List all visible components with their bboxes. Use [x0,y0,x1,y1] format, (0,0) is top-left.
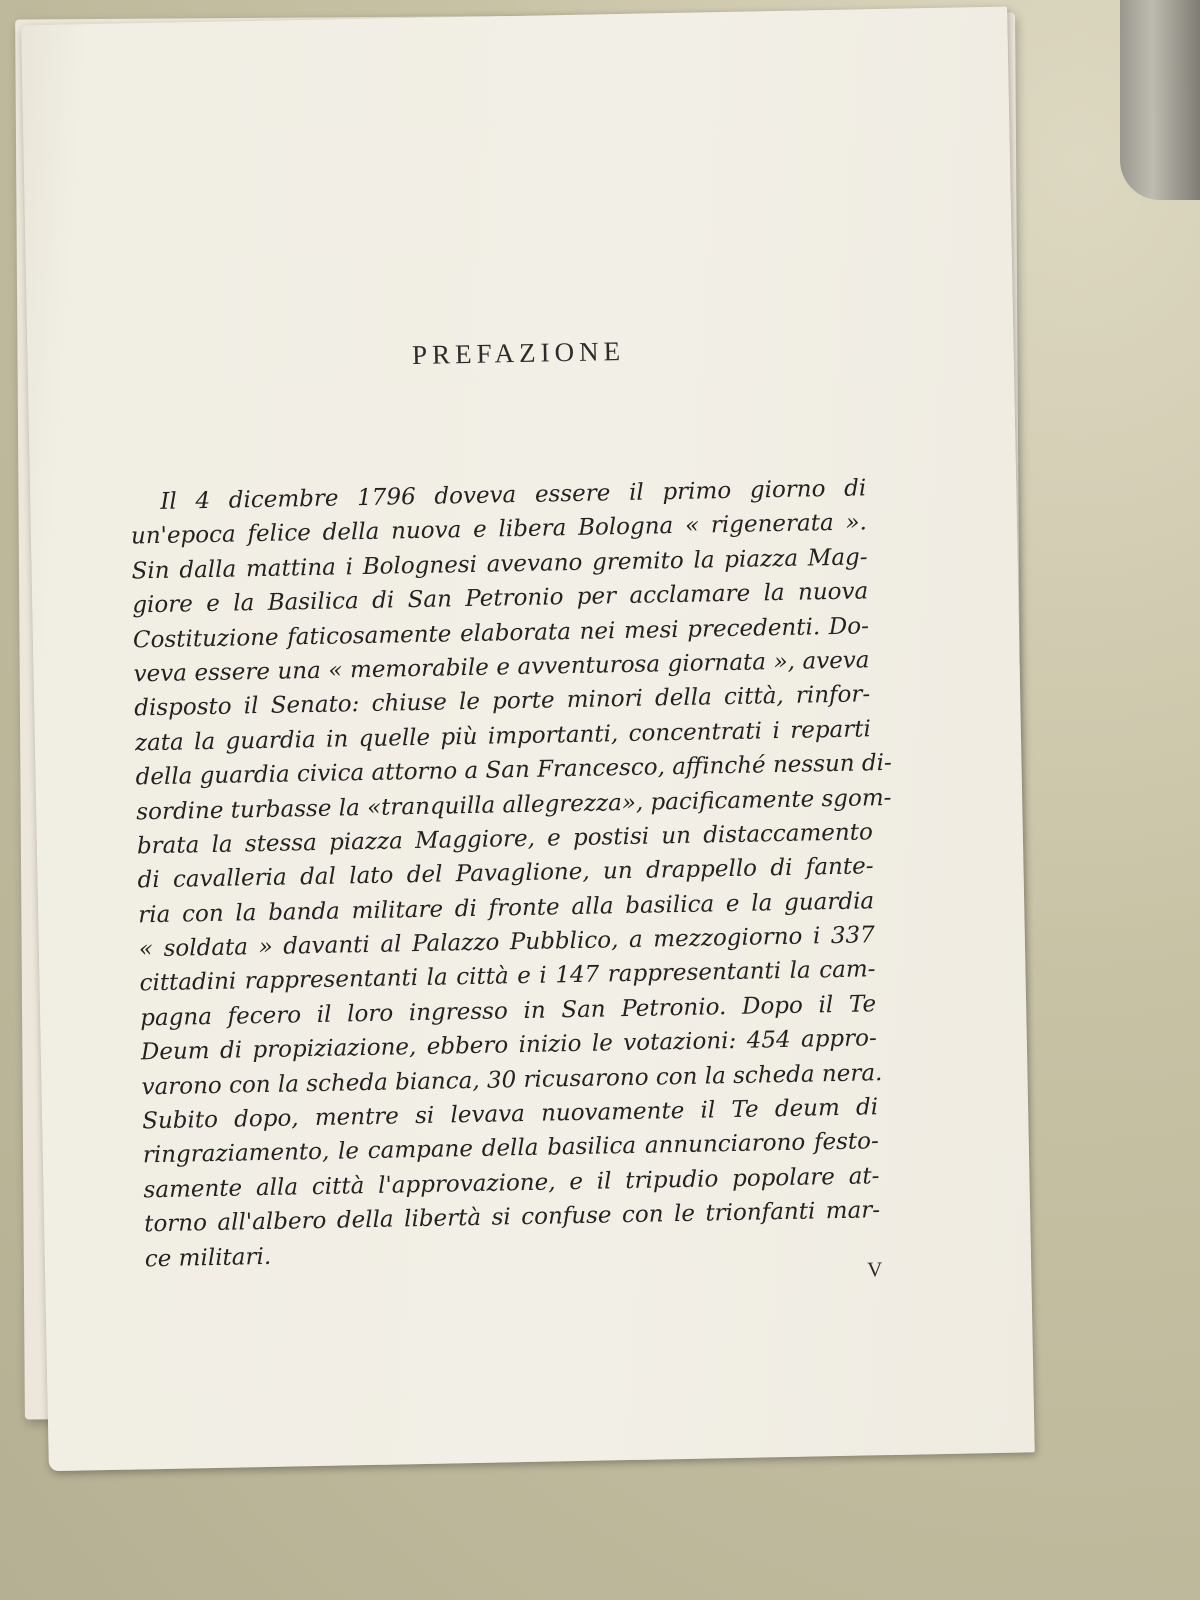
book-page-stack [15,13,1025,1420]
text-line: cittadini rappresentanti la città e i 147 rappresentanti la cam- [139,956,876,997]
text-line: veva essere una « memorabile e avventurosa giornata », aveva [133,647,870,688]
text-line: Costituzione faticosamente elaborata nei mesi precedenti. Do- [132,612,870,653]
text-line: un'epoca felice della nuova e libera Bologna « rigenerata ». [130,509,868,550]
text-line: Il 4 dicembre 1796 doveva essere il primo giorno di [160,475,867,515]
text-line: « soldata » davanti al Palazzo Pubblico, a mezzogiorno i 337 [138,922,876,963]
text-line: brata la stessa piazza Maggiore, e postisi un distaccamento [136,819,874,860]
text-line: sordine turbasse la «tranquilla allegrezza», pacificamente sgom- [136,784,892,825]
preface-text [130,471,893,1276]
text-line: giore e la Basilica di San Petronio per acclamare la nuova [132,578,869,619]
text-line: disposto il Senato: chiuse le porte minori della città, rinfor- [134,681,871,722]
text-line: pagna fecero il loro ingresso in San Petronio. Dopo il Te [139,991,877,1032]
page-title: PREFAZIONE [411,335,626,371]
text-line: ria con la banda militare di fronte alla basilica e la guardia [138,887,875,929]
text-line: Deum di propiziazione, ebbero inizio le votazioni: 454 appro- [140,1025,878,1066]
text-line: torno all'albero della libertà si confuse con le trionfanti mar- [143,1197,881,1238]
text-line: Subito dopo, mentre si levava nuovamente il Te deum di [141,1094,879,1135]
text-line: della guardia civica attorno a San Francesco, affinché nessun di- [135,750,893,791]
text-line: zata la guardia in quelle più importanti, concentrati i reparti [134,716,872,757]
text-line: samente alla città l'approvazione, e il tripudio popolare at- [143,1163,880,1204]
book-page [21,7,1035,1472]
fabric-ribbon [1120,0,1200,200]
text-line: di cavalleria dal lato del Pavaglione, un drappello di fante- [137,853,874,894]
text-line: ce militari. [144,1243,272,1272]
page-number: V [866,1257,883,1282]
text-line: varono con la scheda bianca, 30 ricusarono con la scheda nera. [141,1059,883,1100]
text-line: ringraziamento, le campane della basilica annunciarono festo- [142,1128,880,1169]
text-line: Sin dalla mattina i Bolognesi avevano gremito la piazza Mag- [131,544,868,585]
